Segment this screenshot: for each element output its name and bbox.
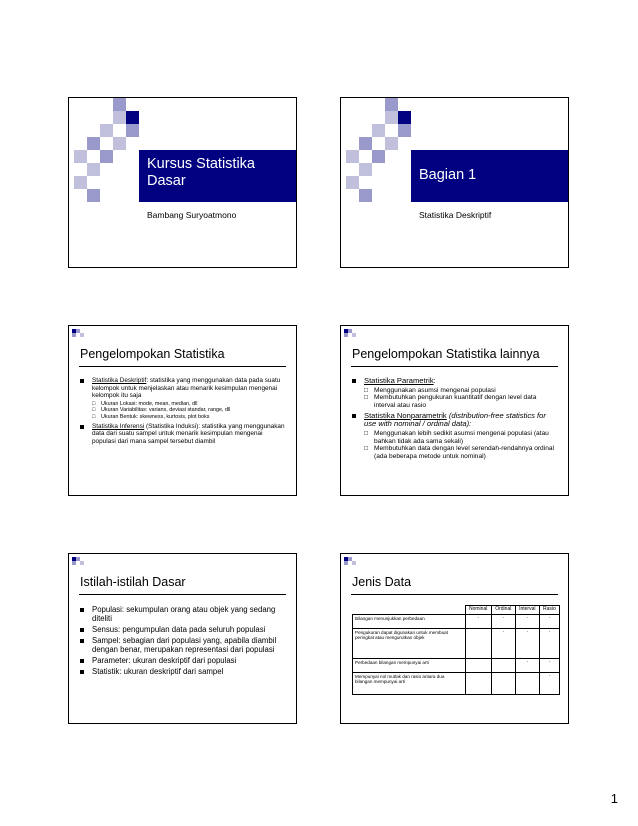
term: Statistika Inferensi bbox=[92, 422, 145, 430]
deco-square bbox=[80, 561, 84, 565]
deco-square bbox=[113, 137, 126, 150]
slide-5 bbox=[68, 553, 297, 724]
deco-square bbox=[74, 176, 87, 189]
row-label: Pengukuran dapat digunakan untuk membuat peringkat atau mengurutkan objek bbox=[353, 628, 466, 658]
list-item bbox=[351, 377, 558, 410]
sub-item: □ Menggunakan asumsi mengenai populasi bbox=[364, 387, 558, 395]
deco-square bbox=[113, 111, 126, 124]
slide-3 bbox=[68, 325, 297, 496]
slide-title: Bagian 1 bbox=[419, 167, 477, 183]
bullet-list bbox=[351, 377, 558, 463]
deco-square bbox=[359, 163, 372, 176]
slide-title bbox=[147, 156, 255, 190]
deco-square bbox=[385, 111, 398, 124]
slide-1 bbox=[68, 97, 297, 268]
deco-square bbox=[87, 163, 100, 176]
header-cell: Rasio bbox=[539, 606, 559, 615]
definition: : bbox=[433, 376, 436, 385]
list-item: Statistik: ukuran deskriptif dari sampel bbox=[79, 667, 286, 676]
header-cell: Ordinal bbox=[491, 606, 515, 615]
slide-6 bbox=[340, 553, 569, 724]
slide-subtitle: Statistika Deskriptif bbox=[419, 210, 492, 220]
sub-item: □ Ukuran Bentuk: skewness, kurtosis, plot boks bbox=[92, 414, 286, 421]
data-types-table bbox=[352, 605, 560, 695]
check-cell bbox=[465, 658, 491, 672]
deco-square bbox=[72, 561, 76, 565]
sub-item: □ Ukuran Lokasi: mode, mean, median, dll bbox=[92, 401, 286, 408]
deco-square bbox=[74, 150, 87, 163]
deco-square bbox=[72, 333, 76, 337]
list-item bbox=[79, 423, 286, 446]
sub-item: □ Membutuhkan pengukuran kuantitatif dengan level data interval atau rasio bbox=[364, 394, 558, 409]
deco-square bbox=[87, 189, 100, 202]
term: Statistika Nonparametrik bbox=[364, 410, 447, 420]
deco-square bbox=[352, 333, 356, 337]
deco-square bbox=[398, 124, 411, 137]
deco-square bbox=[385, 137, 398, 150]
deco-square bbox=[346, 150, 359, 163]
check-cell: ’ bbox=[465, 614, 491, 628]
deco-square bbox=[100, 150, 113, 163]
deco-square bbox=[80, 333, 84, 337]
title-divider bbox=[351, 366, 558, 367]
deco-square bbox=[100, 124, 113, 137]
list-item: Parameter: ukuran deskriptif dari populasi bbox=[79, 656, 286, 665]
deco-square bbox=[346, 176, 359, 189]
check-cell bbox=[465, 628, 491, 658]
title-line-2: Dasar bbox=[147, 173, 186, 189]
list-item: Populasi: sekumpulan orang atau objek yang sedang diteliti bbox=[79, 605, 286, 623]
deco-square bbox=[126, 111, 139, 124]
deco-square bbox=[344, 561, 348, 565]
check-cell bbox=[465, 672, 491, 694]
list-item bbox=[79, 377, 286, 421]
header-cell bbox=[353, 606, 466, 615]
deco-square bbox=[113, 98, 126, 111]
row-label: Perbedaan bilangan mempunyai arti bbox=[353, 658, 466, 672]
sub-list bbox=[364, 387, 558, 410]
deco-square bbox=[359, 137, 372, 150]
table-header-row bbox=[353, 606, 560, 615]
table-row bbox=[353, 614, 560, 628]
title-divider bbox=[79, 366, 286, 367]
title-line-1: Kursus Statistika bbox=[147, 156, 255, 172]
definition: : statistika yang menggunakan data pada suatu kelompok untuk menjelaskan atau menarik kesimpulan mengenai kelompok itu saja bbox=[92, 377, 281, 400]
slide-title: Jenis Data bbox=[352, 575, 412, 589]
row-label: Mempunyai nol mutlak dan rasio antara dua bilangan mempunyai arti bbox=[353, 672, 466, 694]
deco-square bbox=[126, 124, 139, 137]
check-cell: ’ bbox=[539, 628, 559, 658]
sub-item: □ Ukuran Variabilitas: varians, deviasi standar, range, dll bbox=[92, 407, 286, 414]
sub-item: □ Menggunakan lebih sedikit asumsi mengenai populasi (atau bahkan tidak ada sama sekali) bbox=[364, 430, 558, 445]
slide-2 bbox=[340, 97, 569, 268]
sub-item: □ Membutuhkan data dengan level serendah-rendahnya ordinal (ada beberapa metode untuk nominal) bbox=[364, 445, 558, 460]
deco-square bbox=[344, 333, 348, 337]
term: Statistika Deskriptif bbox=[92, 377, 147, 384]
slide-title: Pengelompokan Statistika bbox=[80, 347, 225, 361]
page-number: 1 bbox=[610, 791, 618, 806]
deco-square bbox=[385, 98, 398, 111]
list-item: Sensus: pengumpulan data pada seluruh populasi bbox=[79, 625, 286, 634]
check-cell: ’ bbox=[491, 628, 515, 658]
bullet-list bbox=[79, 377, 286, 447]
list-item: Sampel: sebagian dari populasi yang, apabila diambil dengan benar, merupakan representasi dari populasi bbox=[79, 636, 286, 654]
table-row bbox=[353, 628, 560, 658]
author: Bambang Suryoatmono bbox=[147, 210, 237, 220]
check-cell bbox=[491, 658, 515, 672]
bullet-list bbox=[79, 605, 286, 678]
check-cell bbox=[491, 672, 515, 694]
header-cell: Interval bbox=[515, 606, 539, 615]
check-cell: ’ bbox=[515, 614, 539, 628]
deco-square bbox=[352, 561, 356, 565]
check-cell: ’ bbox=[539, 614, 559, 628]
list-item bbox=[351, 412, 558, 461]
title-divider bbox=[79, 594, 286, 595]
check-cell bbox=[515, 672, 539, 694]
slide-title: Istilah-istilah Dasar bbox=[80, 575, 186, 589]
term: Statistika Parametrik bbox=[364, 376, 434, 385]
check-cell: ’ bbox=[515, 658, 539, 672]
deco-square bbox=[359, 189, 372, 202]
header-cell: Nominal bbox=[465, 606, 491, 615]
slide-title: Pengelompokan Statistika lainnya bbox=[352, 347, 540, 361]
table-row bbox=[353, 658, 560, 672]
deco-square bbox=[87, 137, 100, 150]
check-cell: ’ bbox=[515, 628, 539, 658]
definition: (distribution-free statistics for use with nominal / ordinal data): bbox=[364, 410, 546, 429]
deco-square bbox=[398, 111, 411, 124]
deco-square bbox=[372, 124, 385, 137]
deco-square bbox=[372, 150, 385, 163]
sub-list bbox=[92, 401, 286, 421]
check-cell: ’ bbox=[539, 658, 559, 672]
sub-list bbox=[364, 430, 558, 460]
table-row bbox=[353, 672, 560, 694]
title-divider bbox=[351, 594, 558, 595]
check-cell: ’ bbox=[539, 672, 559, 694]
slide-4 bbox=[340, 325, 569, 496]
definition: (Statistika Induksi): statistika yang menggunakan data dari suatu sampel untuk menarik kesimpulan mengenai populasi dari mana sampel tersebut diambil bbox=[92, 422, 285, 445]
row-label: Bilangan menunjukkan perbedaan bbox=[353, 614, 466, 628]
check-cell: ’ bbox=[491, 614, 515, 628]
